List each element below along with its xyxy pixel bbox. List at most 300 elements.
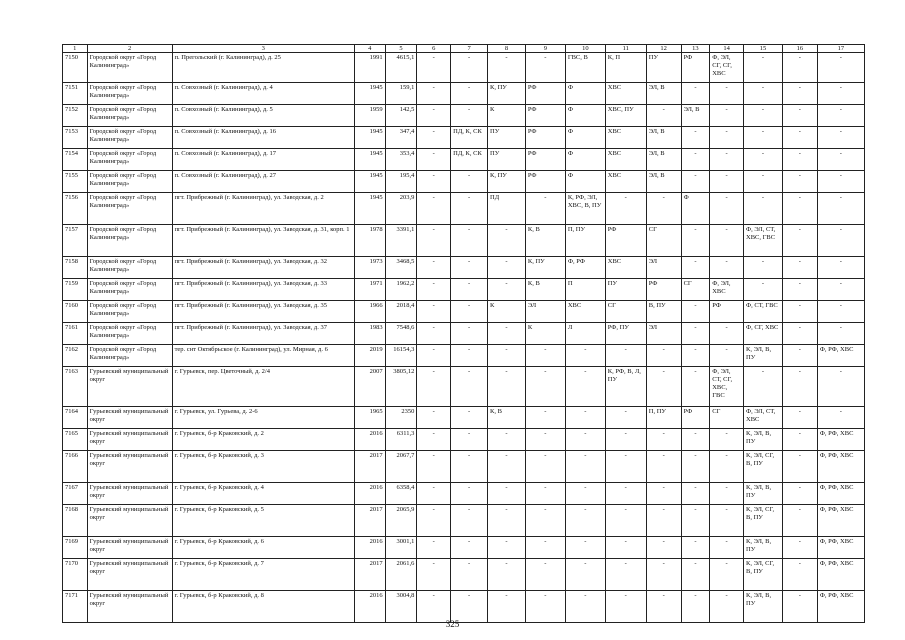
table-cell: 1978	[354, 225, 385, 257]
table-row	[63, 193, 865, 225]
column-number-cell: 10	[565, 45, 605, 53]
table-cell: ГВС, В	[565, 53, 605, 83]
table-cell: -	[565, 559, 605, 591]
table-cell: К, П	[605, 53, 646, 83]
table-cell: -	[710, 149, 744, 171]
table-cell: 353,4	[385, 149, 417, 171]
address-cell: г. Гурьевск, б-р Краковский, д. 7	[172, 559, 354, 591]
address-cell: пгт. Прибрежный (г. Калининград), ул. Заводская, д. 31, корп. 1	[172, 225, 354, 257]
table-cell: Городской округ «Город Калининград»	[87, 279, 172, 301]
table-cell: -	[782, 407, 817, 429]
table-cell: -	[681, 537, 710, 559]
table-cell: -	[646, 345, 681, 367]
table-cell: 1945	[354, 83, 385, 105]
table-cell: -	[681, 559, 710, 591]
table-cell: РФ	[710, 301, 744, 323]
table-cell: 1973	[354, 257, 385, 279]
table-row	[63, 367, 865, 407]
table-cell: -	[451, 193, 488, 225]
table-row	[63, 53, 865, 83]
table-cell: ЭЛ	[646, 323, 681, 345]
address-cell: г. Гурьевск, б-р Краковский, д. 8	[172, 591, 354, 623]
table-cell: К, ЭЛ, В, ПУ	[744, 345, 783, 367]
row-number-cell: 7164	[63, 407, 88, 429]
table-cell: -	[525, 537, 565, 559]
table-cell: 2007	[354, 367, 385, 407]
table-cell: -	[525, 429, 565, 451]
table-cell: Гурьевский муниципальный округ	[87, 559, 172, 591]
table-cell: 347,4	[385, 127, 417, 149]
table-cell: -	[782, 83, 817, 105]
table-cell: -	[605, 559, 646, 591]
table-cell: Ф, РФ, ХВС	[817, 483, 864, 505]
table-cell: 2018,4	[385, 301, 417, 323]
table-cell: Ф, РФ, ХВС	[817, 559, 864, 591]
table-cell: -	[488, 451, 526, 483]
table-cell: -	[817, 225, 864, 257]
table-cell: -	[782, 257, 817, 279]
table-row	[63, 591, 865, 623]
table-cell: -	[744, 149, 783, 171]
table-cell: Городской округ «Город Калининград»	[87, 105, 172, 127]
table-cell: ЭЛ, В	[646, 127, 681, 149]
table-cell: 2017	[354, 451, 385, 483]
column-number-cell: 1	[63, 45, 88, 53]
table-row	[63, 171, 865, 193]
table-cell: Ф, ЭЛ, СТ, ХВС, ГВС	[744, 225, 783, 257]
address-cell: п. Совхозный (г. Калининград), д. 16	[172, 127, 354, 149]
table-cell: Ф, ЭЛ, ХВС	[710, 279, 744, 301]
table-cell: 2016	[354, 483, 385, 505]
table-cell: 3468,5	[385, 257, 417, 279]
table-cell: СГ	[681, 279, 710, 301]
table-cell: -	[451, 591, 488, 623]
table-cell: Городской округ «Город Калининград»	[87, 83, 172, 105]
table-cell: -	[744, 127, 783, 149]
table-cell: -	[681, 171, 710, 193]
table-cell: -	[782, 105, 817, 127]
table-cell: -	[646, 505, 681, 537]
table-cell: Городской округ «Город Калининград»	[87, 301, 172, 323]
table-cell: 4615,1	[385, 53, 417, 83]
table-cell: Ф	[565, 105, 605, 127]
table-row	[63, 451, 865, 483]
table-cell: К	[488, 301, 526, 323]
table-cell: -	[605, 345, 646, 367]
table-cell: ЭЛ	[525, 301, 565, 323]
table-cell: -	[451, 83, 488, 105]
table-cell: -	[782, 193, 817, 225]
table-cell: -	[525, 407, 565, 429]
table-cell: -	[782, 127, 817, 149]
row-number-cell: 7154	[63, 149, 88, 171]
table-cell: -	[817, 407, 864, 429]
table-cell: 1945	[354, 127, 385, 149]
table-cell: -	[710, 193, 744, 225]
table-cell: -	[525, 559, 565, 591]
table-cell: -	[646, 367, 681, 407]
table-cell: -	[565, 407, 605, 429]
table-cell: РФ	[525, 127, 565, 149]
row-number-cell: 7153	[63, 127, 88, 149]
table-cell: -	[451, 451, 488, 483]
table-cell: СГ	[605, 301, 646, 323]
table-cell: 1966	[354, 301, 385, 323]
table-cell: -	[817, 127, 864, 149]
table-cell: -	[525, 367, 565, 407]
column-number-cell: 2	[87, 45, 172, 53]
table-cell: Ф, РФ, ХВС	[817, 505, 864, 537]
table-cell: -	[710, 537, 744, 559]
table-cell: -	[565, 345, 605, 367]
address-cell: п. Прегольский (г. Калининград), д. 25	[172, 53, 354, 83]
address-cell: г. Гурьевск, б-р Краковский, д. 6	[172, 537, 354, 559]
table-cell: -	[646, 451, 681, 483]
table-cell: -	[817, 323, 864, 345]
table-cell: Ф	[565, 171, 605, 193]
table-cell: -	[417, 591, 451, 623]
table-cell: РФ, ПУ	[605, 323, 646, 345]
table-cell: 6358,4	[385, 483, 417, 505]
table-cell: -	[817, 193, 864, 225]
table-cell: -	[710, 559, 744, 591]
table-row	[63, 483, 865, 505]
table-cell: Ф, РФ, ХВС	[817, 591, 864, 623]
table-cell: ХВС, ПУ	[605, 105, 646, 127]
column-number-cell: 3	[172, 45, 354, 53]
table-cell: В, ПУ	[646, 301, 681, 323]
table-cell: Городской округ «Город Калининград»	[87, 323, 172, 345]
table-cell: -	[681, 323, 710, 345]
table-cell: Городской округ «Город Калининград»	[87, 149, 172, 171]
table-cell: -	[782, 429, 817, 451]
table-cell: СГ	[646, 225, 681, 257]
table-cell: 3391,1	[385, 225, 417, 257]
table-cell: -	[417, 149, 451, 171]
row-number-cell: 7161	[63, 323, 88, 345]
table-cell: К, В	[525, 279, 565, 301]
table-cell: 16154,3	[385, 345, 417, 367]
address-cell: пгт. Прибрежный (г. Калининград), ул. Заводская, д. 37	[172, 323, 354, 345]
table-cell: -	[681, 483, 710, 505]
row-number-cell: 7152	[63, 105, 88, 127]
table-cell: -	[488, 257, 526, 279]
table-cell: СГ	[710, 407, 744, 429]
table-cell: 1959	[354, 105, 385, 127]
table-row	[63, 225, 865, 257]
table-cell: ХВС	[605, 127, 646, 149]
table-cell: -	[681, 345, 710, 367]
table-cell: -	[744, 193, 783, 225]
table-cell: ХВС	[605, 171, 646, 193]
row-number-cell: 7159	[63, 279, 88, 301]
column-number-cell: 4	[354, 45, 385, 53]
table-cell: ПУ	[488, 127, 526, 149]
row-number-cell: 7163	[63, 367, 88, 407]
table-cell: К, ЭЛ, В, ПУ	[744, 429, 783, 451]
table-row	[63, 301, 865, 323]
table-cell: К, ЭЛ, В, ПУ	[744, 537, 783, 559]
row-number-cell: 7168	[63, 505, 88, 537]
table-cell: К, ПУ	[488, 171, 526, 193]
column-number-cell: 12	[646, 45, 681, 53]
table-cell: -	[681, 149, 710, 171]
address-cell: г. Гурьевск, б-р Краковский, д. 3	[172, 451, 354, 483]
table-cell: 3004,8	[385, 591, 417, 623]
table-cell: -	[782, 559, 817, 591]
table-cell: Гурьевский муниципальный округ	[87, 591, 172, 623]
table-cell: -	[782, 149, 817, 171]
table-cell: -	[565, 537, 605, 559]
table-cell: -	[646, 537, 681, 559]
table-cell: Гурьевский муниципальный округ	[87, 537, 172, 559]
table-cell: -	[417, 483, 451, 505]
table-cell: 2017	[354, 505, 385, 537]
address-cell: пгт. Прибрежный (г. Калининград), ул. Заводская, д. 33	[172, 279, 354, 301]
table-cell: -	[605, 451, 646, 483]
table-cell: -	[451, 279, 488, 301]
table-cell: РФ	[525, 105, 565, 127]
address-cell: п. Совхозный (г. Калининград), д. 5	[172, 105, 354, 127]
table-cell: -	[417, 407, 451, 429]
table-cell: -	[710, 323, 744, 345]
table-cell: -	[451, 429, 488, 451]
table-row	[63, 559, 865, 591]
table-cell: П, ПУ	[565, 225, 605, 257]
table-cell: -	[525, 193, 565, 225]
table-cell: ЭЛ	[646, 257, 681, 279]
table-cell: Ф, РФ, ХВС	[817, 429, 864, 451]
table-cell: -	[681, 225, 710, 257]
table-cell: ЭЛ, В	[646, 149, 681, 171]
table-cell: 2016	[354, 591, 385, 623]
table-cell: -	[817, 257, 864, 279]
table-cell: ХВС	[605, 149, 646, 171]
table-cell: Ф, РФ, ХВС	[817, 451, 864, 483]
table-cell: -	[417, 53, 451, 83]
table-row	[63, 83, 865, 105]
table-cell: Городской округ «Город Калининград»	[87, 257, 172, 279]
table-cell: 2350	[385, 407, 417, 429]
table-cell: -	[451, 53, 488, 83]
row-number-cell: 7151	[63, 83, 88, 105]
table-cell: 1945	[354, 171, 385, 193]
table-cell: -	[565, 429, 605, 451]
table-cell: -	[681, 301, 710, 323]
table-cell: -	[710, 105, 744, 127]
column-number-cell: 15	[744, 45, 783, 53]
table-cell: -	[605, 505, 646, 537]
table-cell: -	[681, 505, 710, 537]
table-cell: Ф	[565, 83, 605, 105]
table-cell: -	[681, 257, 710, 279]
table-cell: Городской округ «Город Калининград»	[87, 193, 172, 225]
table-cell: РФ	[646, 279, 681, 301]
address-cell: г. Гурьевск, б-р Краковский, д. 4	[172, 483, 354, 505]
table-cell: К, ЭЛ, В, ПУ	[744, 483, 783, 505]
table-cell: 159,1	[385, 83, 417, 105]
table-cell: Ф	[565, 149, 605, 171]
table-cell: ПД	[488, 193, 526, 225]
table-row	[63, 149, 865, 171]
table-cell: -	[646, 483, 681, 505]
page-number: 325	[445, 619, 460, 629]
table-cell: ПУ	[488, 149, 526, 171]
column-number-cell: 13	[681, 45, 710, 53]
column-number-cell: 14	[710, 45, 744, 53]
table-cell: -	[782, 301, 817, 323]
table-cell: Л	[565, 323, 605, 345]
table-cell: -	[646, 105, 681, 127]
table-cell: ПУ	[646, 53, 681, 83]
table-cell: -	[417, 537, 451, 559]
table-cell: Гурьевский муниципальный округ	[87, 429, 172, 451]
table-row	[63, 537, 865, 559]
row-number-cell: 7158	[63, 257, 88, 279]
row-number-cell: 7155	[63, 171, 88, 193]
table-cell: -	[744, 367, 783, 407]
table-cell: 3805,12	[385, 367, 417, 407]
table-cell: -	[782, 483, 817, 505]
table-cell: -	[451, 559, 488, 591]
table-cell: ЭЛ, В	[646, 83, 681, 105]
table-cell: -	[782, 537, 817, 559]
table-cell: -	[744, 171, 783, 193]
table-cell: К, В	[525, 225, 565, 257]
address-cell: пгт. Прибрежный (г. Калининград), ул. Заводская, д. 35	[172, 301, 354, 323]
table-cell: -	[565, 505, 605, 537]
table-cell: -	[451, 407, 488, 429]
row-number-cell: 7165	[63, 429, 88, 451]
table-cell: К, ПУ	[525, 257, 565, 279]
table-cell: Гурьевский муниципальный округ	[87, 407, 172, 429]
table-cell: ХВС	[605, 83, 646, 105]
table-cell: -	[782, 225, 817, 257]
table-cell: -	[451, 225, 488, 257]
table-cell: РФ	[525, 83, 565, 105]
table-cell: -	[710, 429, 744, 451]
table-cell: -	[817, 367, 864, 407]
table-cell: -	[646, 193, 681, 225]
table-cell: -	[817, 53, 864, 83]
table-cell: -	[782, 345, 817, 367]
table-cell: -	[605, 483, 646, 505]
table-cell: -	[605, 429, 646, 451]
table-cell: -	[451, 257, 488, 279]
table-cell: -	[488, 225, 526, 257]
table-cell: -	[417, 505, 451, 537]
table-cell: -	[525, 53, 565, 83]
row-number-cell: 7157	[63, 225, 88, 257]
table-cell: 2061,6	[385, 559, 417, 591]
table-cell: -	[525, 483, 565, 505]
column-number-cell: 8	[488, 45, 526, 53]
table-cell: -	[451, 537, 488, 559]
address-cell: п. Совхозный (г. Калининград), д. 17	[172, 149, 354, 171]
table-cell: 6311,3	[385, 429, 417, 451]
table-cell: Ф, ЭЛ, СТ, СГ, ХВС, ГВС	[710, 367, 744, 407]
table-cell: -	[417, 559, 451, 591]
address-cell: п. Совхозный (г. Калининград), д. 27	[172, 171, 354, 193]
table-cell: -	[646, 559, 681, 591]
table-cell: -	[417, 429, 451, 451]
table-cell: -	[744, 105, 783, 127]
row-number-cell: 7150	[63, 53, 88, 83]
table-cell: 1991	[354, 53, 385, 83]
table-cell: -	[565, 367, 605, 407]
table-cell: -	[565, 451, 605, 483]
table-row	[63, 279, 865, 301]
table-cell: -	[488, 367, 526, 407]
table-cell: -	[710, 83, 744, 105]
table-cell: -	[710, 127, 744, 149]
table-cell: -	[817, 171, 864, 193]
table-cell: -	[488, 559, 526, 591]
table-cell: РФ	[605, 225, 646, 257]
column-number-cell: 17	[817, 45, 864, 53]
address-cell: пгт. Прибрежный (г. Калининград), ул. Заводская, д. 2	[172, 193, 354, 225]
table-cell: ХВС	[605, 257, 646, 279]
table-cell: РФ	[681, 407, 710, 429]
table-cell: -	[488, 323, 526, 345]
row-number-cell: 7169	[63, 537, 88, 559]
table-cell: Ф, ЭЛ, СТ, ХВС	[744, 407, 783, 429]
table-cell: 1965	[354, 407, 385, 429]
table-cell: Ф, РФ, ХВС	[817, 345, 864, 367]
table-cell: -	[782, 53, 817, 83]
table-cell: К, ЭЛ, СГ, В, ПУ	[744, 505, 783, 537]
table-cell: -	[488, 429, 526, 451]
table-cell: Гурьевский муниципальный округ	[87, 505, 172, 537]
table-cell: -	[488, 591, 526, 623]
table-cell: К	[525, 323, 565, 345]
table-cell: -	[681, 451, 710, 483]
table-cell: -	[710, 257, 744, 279]
address-cell: г. Гурьевск, б-р Краковский, д. 2	[172, 429, 354, 451]
table-cell: ПД, К, СК	[451, 149, 488, 171]
table-cell: -	[488, 483, 526, 505]
table-cell: -	[782, 323, 817, 345]
table-cell: Городской округ «Город Калининград»	[87, 171, 172, 193]
table-cell: -	[525, 505, 565, 537]
table-cell: -	[417, 345, 451, 367]
table-cell: -	[782, 451, 817, 483]
table-cell: К, РФ, В, Л, ПУ	[605, 367, 646, 407]
table-cell: -	[605, 407, 646, 429]
table-row	[63, 127, 865, 149]
table-cell: 2017	[354, 559, 385, 591]
table-cell: К, РФ, ЭЛ, ХВС, В, ПУ	[565, 193, 605, 225]
row-number-cell: 7170	[63, 559, 88, 591]
table-cell: Ф, СТ, ГВС	[744, 301, 783, 323]
table-cell: 142,5	[385, 105, 417, 127]
table-cell: -	[417, 105, 451, 127]
address-cell: п. Совхозный (г. Калининград), д. 4	[172, 83, 354, 105]
table-cell: 2065,9	[385, 505, 417, 537]
table-cell: -	[525, 345, 565, 367]
column-number-cell: 11	[605, 45, 646, 53]
table-cell: К, В	[488, 407, 526, 429]
table-cell: Городской округ «Город Калининград»	[87, 345, 172, 367]
table-cell: -	[817, 149, 864, 171]
table-cell: -	[417, 301, 451, 323]
table-cell: -	[417, 323, 451, 345]
table-cell: -	[451, 171, 488, 193]
table-cell: -	[605, 193, 646, 225]
table-cell: -	[417, 225, 451, 257]
table-cell: 1971	[354, 279, 385, 301]
table-row	[63, 105, 865, 127]
